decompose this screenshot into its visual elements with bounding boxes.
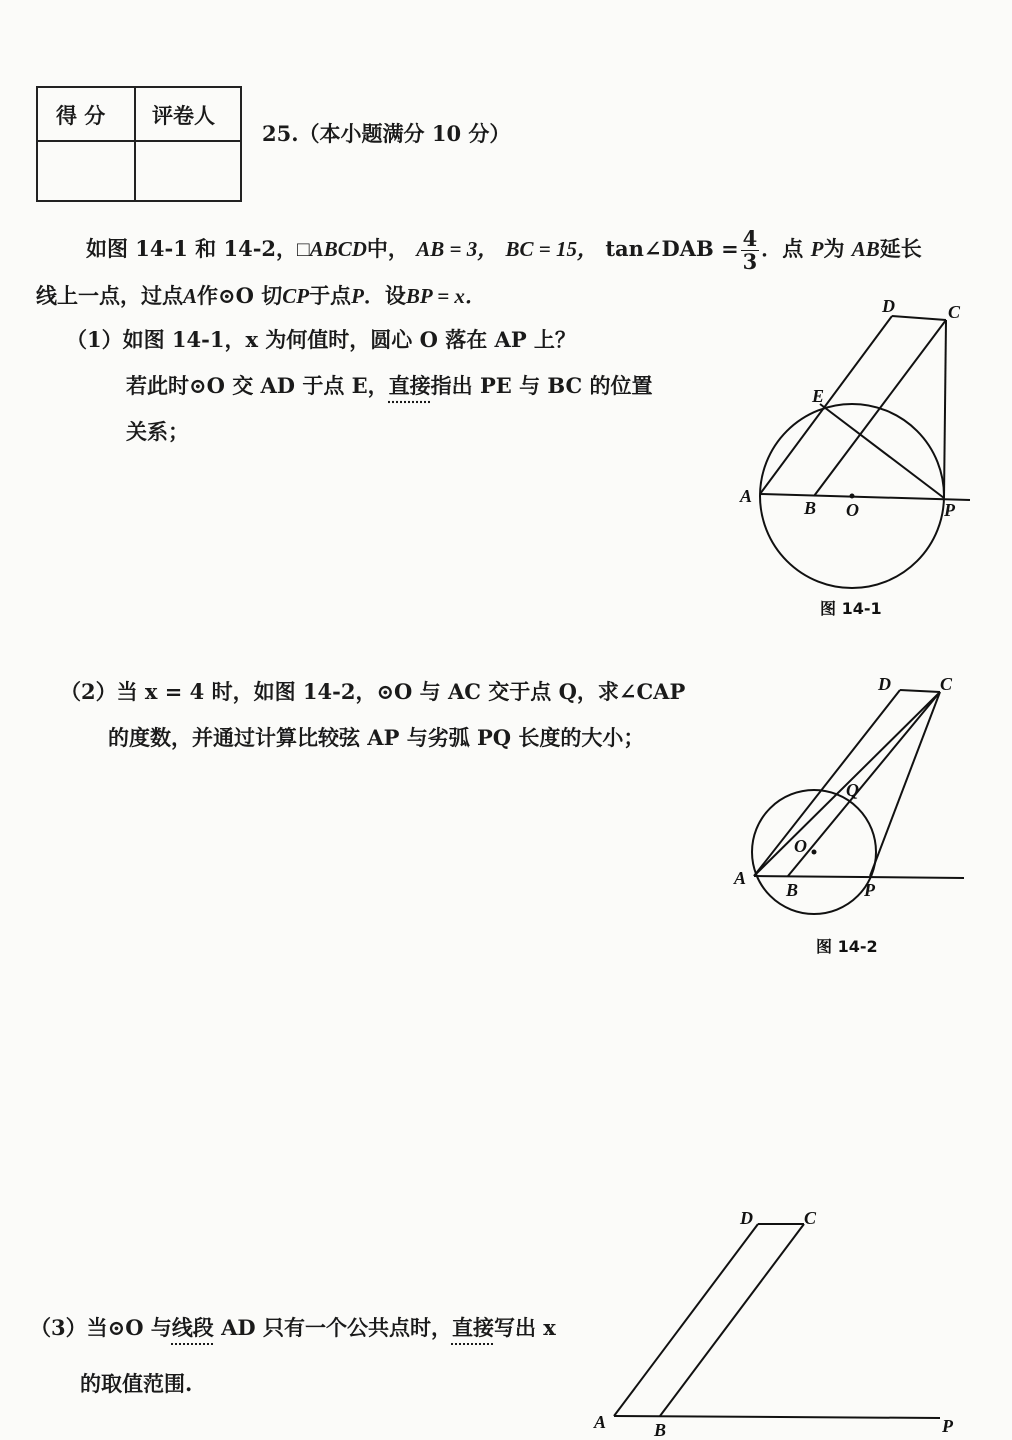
text: 写出 x [493, 1315, 556, 1340]
math-ab: AB = 3， [416, 237, 499, 262]
part3-line2: 的取值范围. [80, 1371, 193, 1396]
emphasis-direct: 直接 [388, 373, 431, 398]
segment-ad [754, 690, 900, 876]
label-p: P [864, 880, 875, 900]
label-a: A [734, 868, 747, 888]
text: ．设 [363, 283, 406, 308]
math-a: A [183, 284, 198, 308]
segment-bc [814, 320, 946, 496]
segment-bc [660, 1224, 804, 1416]
part2-line1: （2）当 x = 4 时，如图 14-2，⊙O 与 AC 交于点 Q，求∠CAP [60, 679, 686, 704]
label-c: C [940, 674, 953, 694]
segment-dc [892, 316, 946, 320]
text: （3）当⊙O 与 [30, 1315, 172, 1340]
math-p: P [810, 237, 824, 262]
fraction-denominator: 3 [742, 249, 758, 275]
line-ap [614, 1416, 940, 1418]
label-a: A [740, 486, 753, 506]
text: ．点 [761, 236, 804, 262]
label-b: B [786, 880, 799, 900]
grader-cell[interactable] [136, 142, 240, 200]
figure-3 [580, 1200, 1000, 1438]
part1-line1: （1）如图 14-1，x 为何值时，圆心 O 落在 AP 上？ [66, 327, 576, 352]
score-cell[interactable] [38, 142, 132, 200]
label-o: O [846, 500, 859, 520]
figure-14-2 [730, 670, 980, 960]
label-b: B [804, 498, 817, 518]
label-o: O [794, 836, 807, 856]
intro-line-2 [36, 280, 486, 310]
math-cp: CP [282, 284, 310, 308]
text: 指出 PE 与 BC 的位置 [430, 373, 653, 398]
caption-14-1: 图 14-1 [820, 599, 882, 618]
line-ap [754, 876, 964, 878]
center-dot [850, 494, 855, 499]
score-table [36, 86, 242, 202]
part3-line1 [30, 1312, 556, 1342]
text: 作⊙O 切 [197, 283, 283, 308]
segment-pe [820, 404, 944, 498]
grader-header: 评卷人 [152, 103, 215, 128]
label-p: P [944, 500, 955, 520]
text: 如图 14-1 和 14-2， [86, 236, 298, 262]
emphasis-segment: 线段 [171, 1315, 214, 1340]
segment-ad [760, 316, 892, 494]
label-b: B [654, 1420, 667, 1438]
segment-dc [900, 690, 940, 692]
segment-cp [870, 692, 940, 876]
segment-ad [614, 1224, 758, 1416]
segment-bc [788, 692, 940, 876]
math-p: P [351, 284, 364, 308]
text: 若此时⊙O 交 AD 于点 E， [126, 373, 389, 398]
center-dot [812, 850, 817, 855]
math-bpx: BP = x． [405, 284, 486, 308]
label-a: A [594, 1412, 607, 1432]
part1-line2 [126, 370, 653, 400]
text: 中， [366, 236, 409, 262]
label-d: D [740, 1208, 753, 1228]
label-p: P [942, 1416, 953, 1436]
math-parallelogram: □ABCD [297, 237, 367, 262]
text: 为 [823, 236, 845, 262]
label-q: Q [846, 780, 859, 800]
question-note: （本小题满分 10 分） [298, 121, 511, 146]
figure-14-1 [730, 290, 980, 630]
part1-line3: 关系； [126, 419, 189, 444]
text: AD 只有一个公共点时， [213, 1315, 452, 1340]
segment-cp [944, 320, 946, 498]
text: 延长 [879, 236, 922, 262]
fraction [741, 228, 760, 273]
text: 线上一点，过点 [36, 283, 183, 308]
fraction-numerator: 4 [742, 226, 758, 251]
label-c: C [804, 1208, 817, 1228]
text: 于点 [309, 283, 352, 308]
score-header: 得 分 [56, 103, 106, 128]
label-d: D [882, 296, 895, 316]
emphasis-direct: 直接 [451, 1315, 494, 1340]
question-title [262, 118, 510, 148]
label-c: C [948, 302, 961, 322]
intro-line-1 [86, 228, 922, 273]
label-d: D [878, 674, 891, 694]
part2-line2: 的度数，并通过计算比较弦 AP 与劣弧 PQ 长度的大小； [108, 725, 645, 750]
math-bc: BC = 15， [505, 237, 599, 262]
label-e: E [812, 386, 825, 406]
caption-14-2: 图 14-2 [816, 937, 878, 956]
question-number: 25. [262, 121, 299, 146]
tan-label: tan∠DAB = [605, 236, 739, 262]
math-ab-seg: AB [851, 237, 880, 262]
